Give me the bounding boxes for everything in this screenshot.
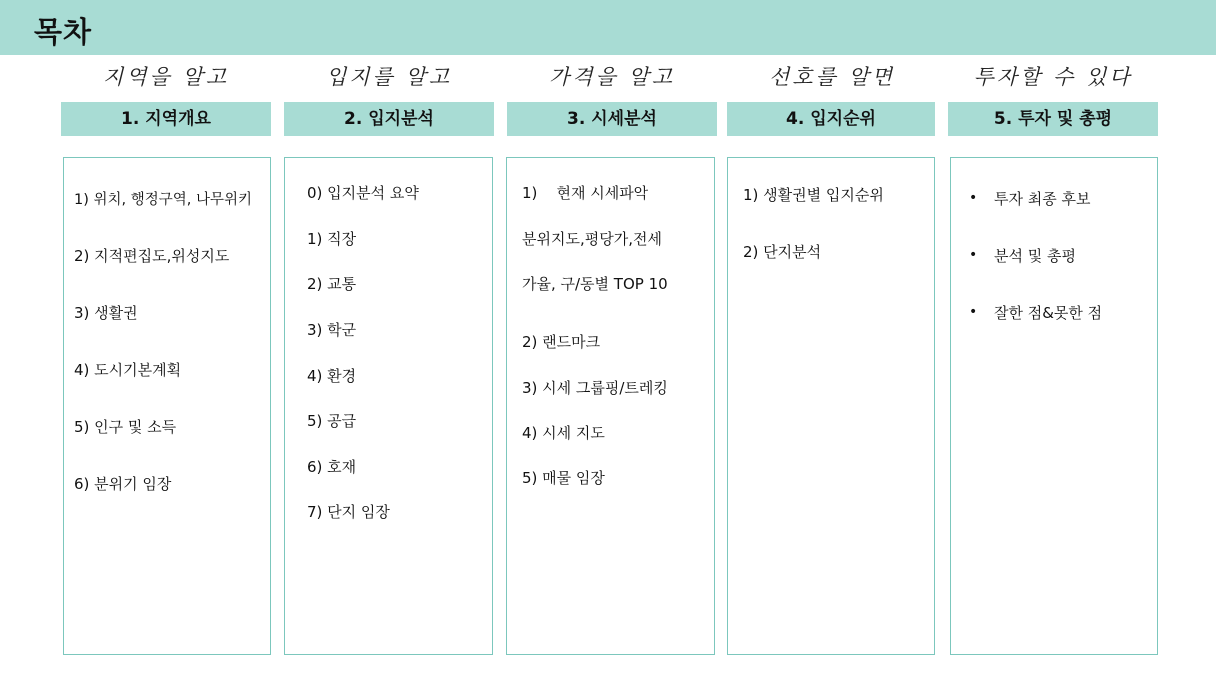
section-header: 1. 지역개요: [61, 102, 271, 136]
list-item: 1) 위치, 행정구역, 나무위키: [74, 192, 252, 208]
list-item: 0) 입지분석 요약: [307, 184, 419, 202]
list-item: 6) 호재: [307, 458, 357, 476]
page-title: 목차: [34, 15, 93, 49]
content-box: [727, 157, 935, 655]
section-header: 2. 입지분석: [284, 102, 494, 136]
list-item: 5) 공급: [307, 412, 357, 430]
list-item: 1) 직장: [307, 230, 357, 248]
list-item: 4) 환경: [307, 367, 357, 385]
list-item: 2) 랜드마크: [522, 333, 601, 351]
content-box: [284, 157, 493, 655]
list-item: 분위지도,평당가,전세: [522, 230, 662, 248]
content-box: [950, 157, 1158, 655]
column-tagline: 투자할 수 있다: [973, 65, 1133, 89]
list-item: 5) 인구 및 소득: [74, 418, 177, 436]
list-item: 3) 시세 그룹핑/트레킹: [522, 379, 668, 397]
list-item: 4) 시세 지도: [522, 424, 605, 442]
section-header: 4. 입지순위: [727, 102, 935, 136]
column-tagline: 입지를 알고: [325, 65, 453, 89]
list-item: 4) 도시기본계획: [74, 361, 182, 379]
list-item: 투자 최종 후보: [994, 190, 1091, 208]
content-box: [63, 157, 271, 655]
list-item: 가율, 구/동별 TOP 10: [522, 275, 668, 293]
list-item: 3) 생활권: [74, 304, 138, 322]
section-header: 5. 투자 및 총평: [948, 102, 1158, 136]
list-item: 5) 매물 임장: [522, 469, 605, 487]
list-item: 잘한 점&못한 점: [994, 304, 1103, 322]
list-item: 6) 분위기 임장: [74, 475, 172, 493]
title-bar: [0, 0, 1216, 55]
section-header: 3. 시세분석: [507, 102, 717, 136]
list-item: 3) 학군: [307, 321, 357, 339]
list-item: 2) 단지분석: [743, 243, 822, 261]
column-tagline: 선호를 알면: [768, 65, 896, 89]
list-item: 1) 현재 시세파악: [522, 184, 649, 202]
column-tagline: 가격을 알고: [548, 65, 676, 89]
list-item: 7) 단지 임장: [307, 503, 390, 521]
list-item: 2) 교통: [307, 275, 357, 293]
content-box: [506, 157, 715, 655]
bullet-icon: •: [969, 304, 978, 320]
column-tagline: 지역을 알고: [102, 65, 230, 89]
list-item: 1) 생활권별 입지순위: [743, 186, 884, 204]
bullet-icon: •: [969, 190, 978, 206]
list-item: 분석 및 총평: [994, 247, 1076, 265]
bullet-icon: •: [969, 247, 978, 263]
list-item: 2) 지적편집도,위성지도: [74, 247, 230, 265]
